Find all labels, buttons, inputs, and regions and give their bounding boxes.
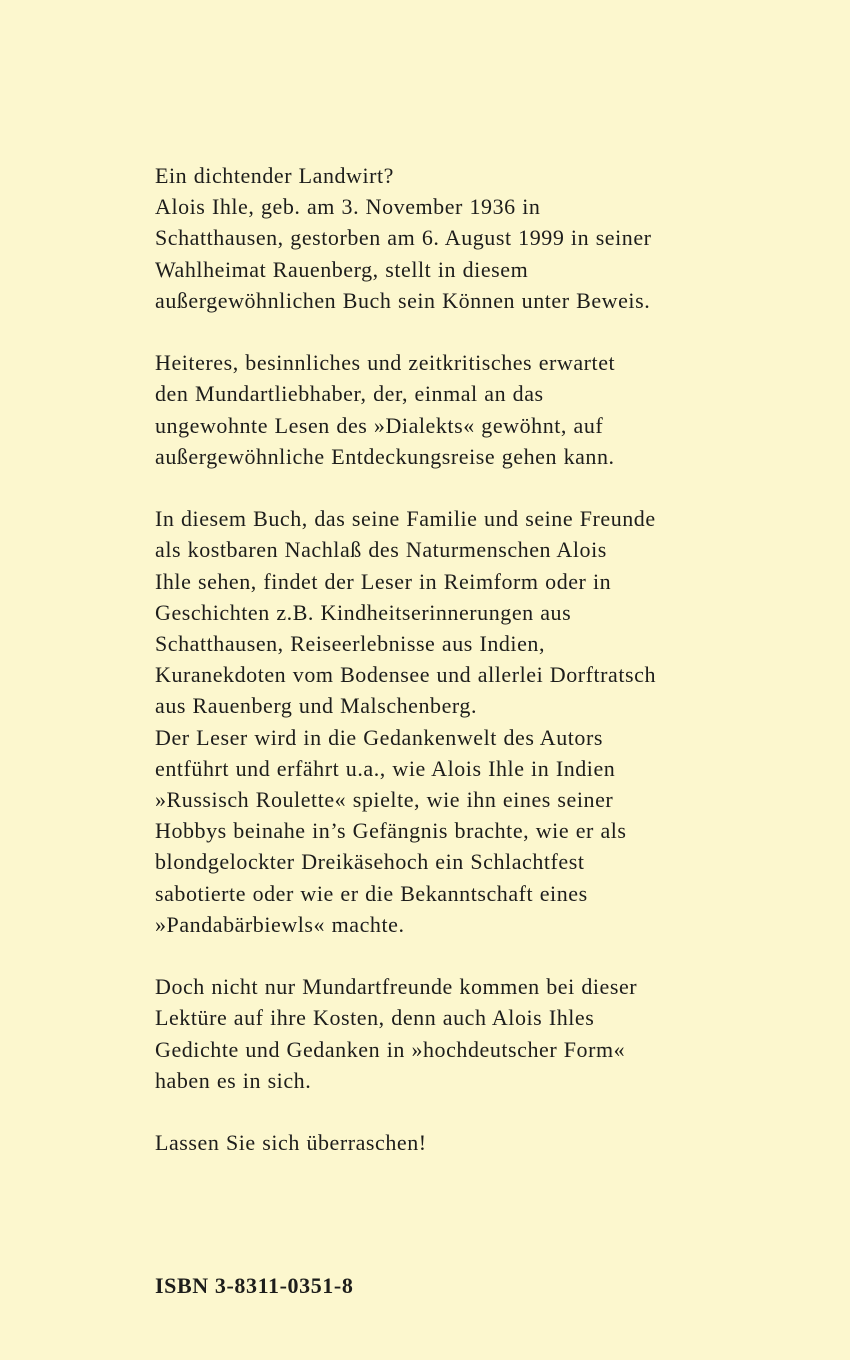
text-line: haben es in sich. bbox=[155, 1067, 312, 1093]
text-line: sabotierte oder wie er die Bekanntschaft eines bbox=[155, 880, 588, 906]
text-line: Wahlheimat Rauenberg, stellt in diesem bbox=[155, 256, 529, 282]
text-line: Gedichte und Gedanken in »hochdeutscher Form« bbox=[155, 1036, 626, 1062]
text-line: Lassen Sie sich überraschen! bbox=[155, 1130, 427, 1156]
paragraph-stories bbox=[155, 722, 715, 940]
text-line: entführt und erfährt u.a., wie Alois Ihle in Indien bbox=[155, 755, 616, 781]
paragraph-intro bbox=[155, 160, 715, 316]
text-line: als kostbaren Nachlaß des Naturmenschen Alois bbox=[155, 537, 607, 563]
paragraph-closing bbox=[155, 1127, 715, 1158]
text-line: Ihle sehen, findet der Leser in Reimform oder in bbox=[155, 568, 612, 594]
blurb-text bbox=[155, 160, 715, 1190]
paragraph-dialect bbox=[155, 347, 715, 472]
text-line: Lektüre auf ihre Kosten, denn auch Alois Ihles bbox=[155, 1005, 595, 1031]
text-line: aus Rauenberg und Malschenberg. bbox=[155, 693, 477, 719]
text-line: »Pandabärbiewls« machte. bbox=[155, 911, 405, 937]
text-line: außergewöhnlichen Buch sein Können unter Beweis. bbox=[155, 287, 651, 313]
text-line: außergewöhnliche Entdeckungsreise gehen kann. bbox=[155, 443, 615, 469]
text-line: Alois Ihle, geb. am 3. November 1936 in bbox=[155, 194, 541, 220]
text-line: »Russisch Roulette« spielte, wie ihn eines seiner bbox=[155, 787, 614, 813]
text-line: den Mundartliebhaber, der, einmal an das bbox=[155, 381, 544, 407]
text-line: Hobbys beinahe in’s Gefängnis brachte, wie er als bbox=[155, 818, 627, 844]
paragraph-highgerman bbox=[155, 971, 715, 1096]
text-line: Der Leser wird in die Gedankenwelt des Autors bbox=[155, 724, 603, 750]
text-line: blondgelockter Dreikäsehoch ein Schlachtfest bbox=[155, 849, 585, 875]
text-line: Geschichten z.B. Kindheitserinnerungen aus bbox=[155, 599, 572, 625]
text-line: Kuranekdoten vom Bodensee und allerlei Dorftratsch bbox=[155, 662, 657, 688]
isbn-number: ISBN 3-8311-0351-8 bbox=[155, 1273, 354, 1298]
text-line: In diesem Buch, das seine Familie und seine Freunde bbox=[155, 506, 656, 532]
text-line: Doch nicht nur Mundartfreunde kommen bei dieser bbox=[155, 974, 638, 1000]
text-line: ungewohnte Lesen des »Dialekts« gewöhnt, auf bbox=[155, 412, 604, 438]
paragraph-contents bbox=[155, 503, 715, 721]
text-line: Schatthausen, Reiseerlebnisse aus Indien, bbox=[155, 631, 546, 657]
text-line: Heiteres, besinnliches und zeitkritisches erwartet bbox=[155, 350, 616, 376]
text-line: Ein dichtender Landwirt? bbox=[155, 163, 395, 188]
text-line: Schatthausen, gestorben am 6. August 1999 in seiner bbox=[155, 225, 652, 251]
